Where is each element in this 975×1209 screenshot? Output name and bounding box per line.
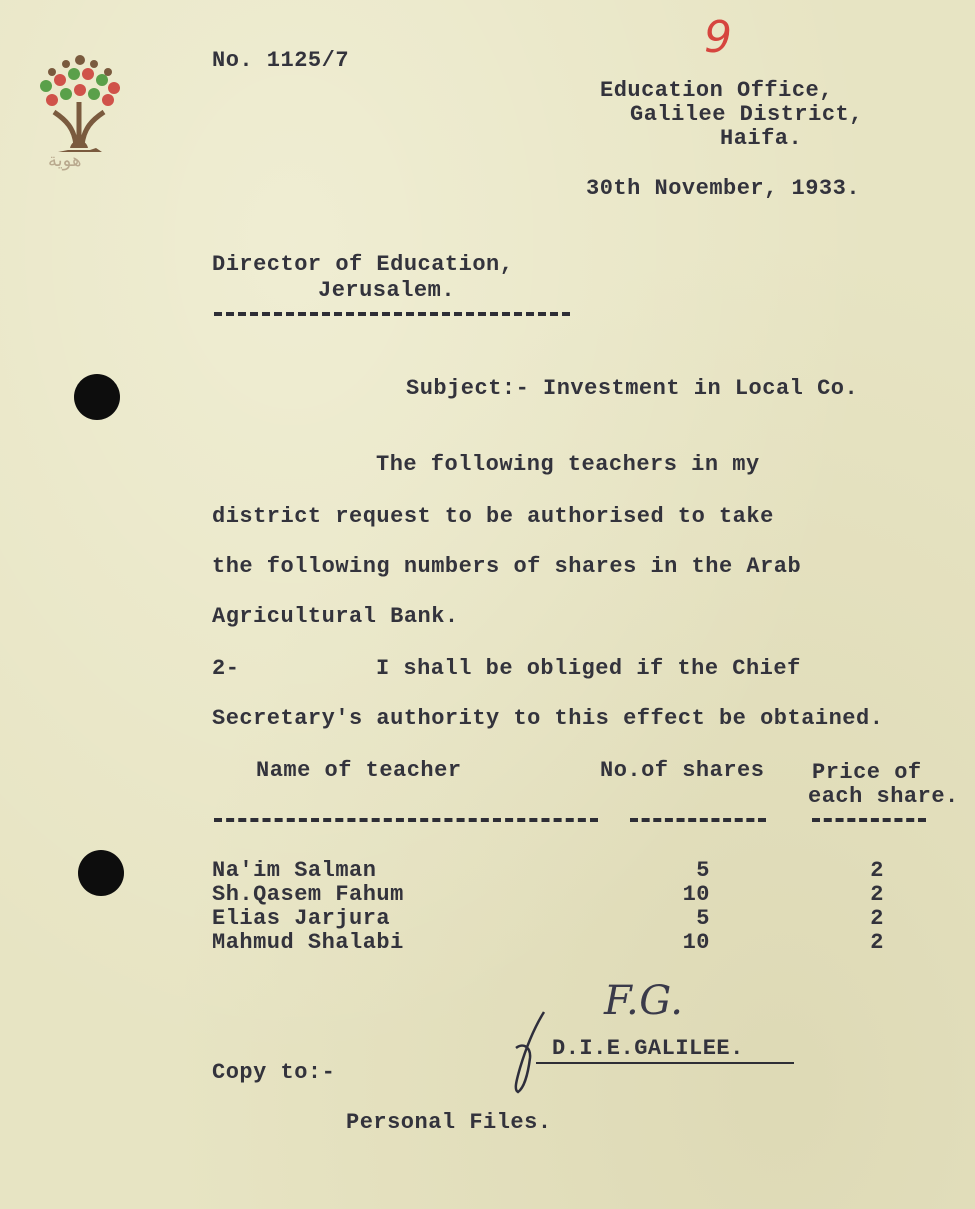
- body-line-1: The following teachers in my: [376, 452, 760, 477]
- header-rule-shares: [630, 818, 766, 822]
- subject-line: Subject:- Investment in Local Co.: [406, 376, 859, 401]
- row-price: 2: [870, 858, 884, 883]
- reference-number: No. 1125/7: [212, 48, 350, 73]
- header-price-2: each share.: [808, 784, 959, 809]
- row-name: Mahmud Shalabi: [212, 930, 404, 955]
- header-shares: No.of shares: [600, 758, 765, 783]
- body-line-4: Agricultural Bank.: [212, 604, 459, 629]
- paragraph-number: 2-: [212, 656, 240, 681]
- logo-caption: هوية: [48, 150, 82, 171]
- row-shares: 5: [696, 858, 710, 883]
- page-number: 9: [704, 12, 732, 63]
- sender-line-2: Galilee District,: [630, 102, 863, 127]
- family-tree-icon: [32, 50, 127, 205]
- row-shares: 5: [696, 906, 710, 931]
- signature-underline: [536, 1062, 794, 1064]
- recipient-line-2: Jerusalem.: [318, 278, 456, 303]
- para2-line-2: Secretary's authority to this effect be obtained.: [212, 706, 884, 731]
- letter-date: 30th November, 1933.: [586, 176, 861, 201]
- header-rule-price: [812, 818, 926, 822]
- row-shares: 10: [682, 930, 710, 955]
- para2-line-1: I shall be obliged if the Chief: [376, 656, 801, 681]
- row-price: 2: [870, 882, 884, 907]
- sender-line-1: Education Office,: [600, 78, 833, 103]
- body-line-2: district request to be authorised to take: [212, 504, 774, 529]
- row-shares: 10: [682, 882, 710, 907]
- body-line-3: the following numbers of shares in the Arab: [212, 554, 802, 579]
- row-price: 2: [870, 930, 884, 955]
- row-name: Na'im Salman: [212, 858, 377, 883]
- recipient-underline: [214, 312, 570, 316]
- signature-block: D.I.E.GALILEE.: [552, 1036, 744, 1061]
- header-rule-name: [214, 818, 598, 822]
- row-name: Sh.Qasem Fahum: [212, 882, 404, 907]
- header-price-1: Price of: [812, 760, 922, 785]
- recipient-line-1: Director of Education,: [212, 252, 514, 277]
- header-name: Name of teacher: [256, 758, 462, 783]
- sender-line-3: Haifa.: [720, 126, 803, 151]
- copy-recipient: Personal Files.: [346, 1110, 552, 1135]
- copy-to-label: Copy to:-: [212, 1060, 336, 1085]
- punch-hole-top: [74, 374, 120, 420]
- punch-hole-bottom: [78, 850, 124, 896]
- row-name: Elias Jarjura: [212, 906, 391, 931]
- row-price: 2: [870, 906, 884, 931]
- handwritten-initials: F.G.: [604, 978, 684, 1024]
